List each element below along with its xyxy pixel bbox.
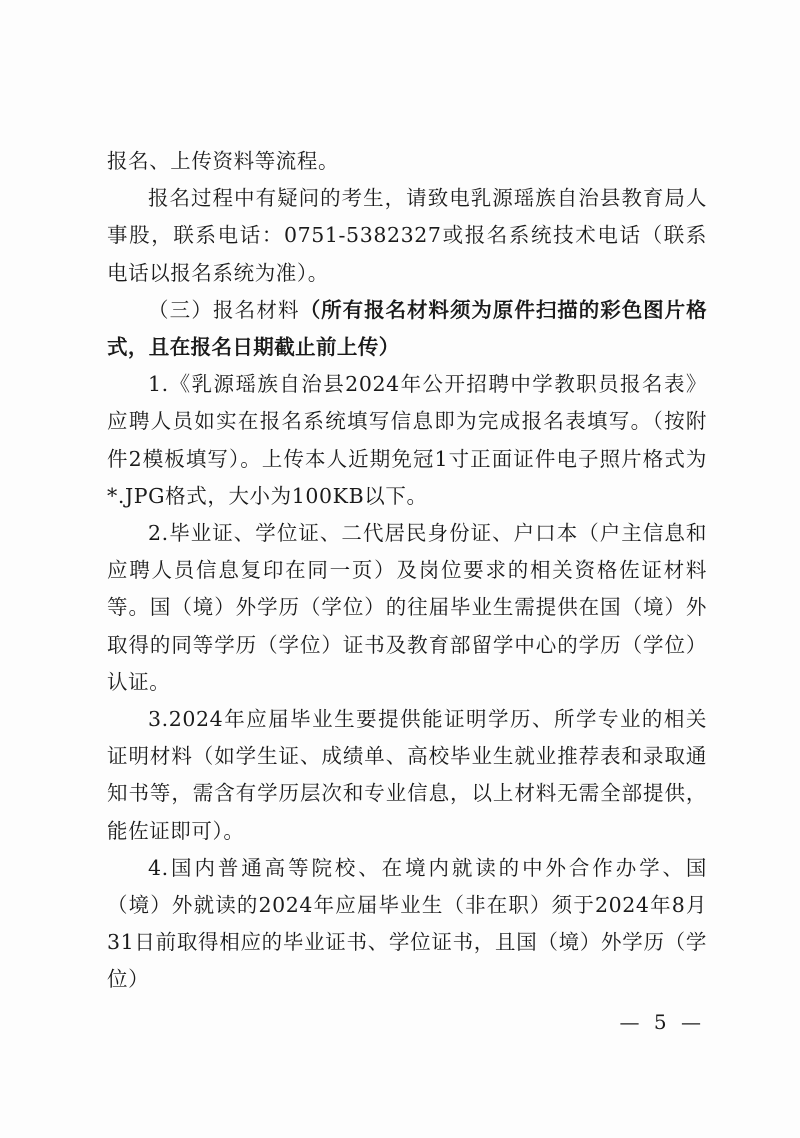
paragraph-materials-heading	[107, 292, 707, 366]
paragraph-item-4: 4.国内普通高等院校、在境内就读的中外合作办学、国（境）外就读的2024年应届毕业生（非在职）须于2024年8月31日前取得相应的毕业证书、学位证书，且国（境）外学历（学位）	[107, 855, 707, 992]
paragraph-item-2: 2.毕业证、学位证、二代居民身份证、户口本（户主信息和应聘人员信息复印在同一页）及岗位要求的相关资格佐证材料等。国（境）外学历（学位）的往届毕业生需提供在国（境）外取得的同等学历（学位）证书及教育部留学中心的学历（学位）认证。	[107, 521, 707, 694]
paragraph-inquiry-contact: 报名过程中有疑问的考生，请致电乳源瑶族自治县教育局人事股，联系电话：0751-5382327或报名系统技术电话（联系电话以报名系统为准）。	[107, 186, 707, 285]
section-label: （三）报名材料	[148, 297, 300, 322]
paragraph-continued: 报名、上传资料等流程。	[107, 149, 340, 173]
paragraph-item-3: 3.2024年应届毕业生要提供能证明学历、所学专业的相关证明材料（如学生证、成绩单、高校毕业生就业推荐表和录取通知书等，需含有学历层次和专业信息，以上材料无需全部提供，能佐证即可）。	[107, 707, 707, 843]
page-number: — 5 —	[619, 1010, 705, 1034]
section-note-bold: （所有报名材料须为原件扫描的彩色图片格式，且在报名日期截止前上传）	[107, 297, 708, 360]
paragraph-item-1: 1.《乳源瑶族自治县2024年公开招聘中学教职员报名表》应聘人员如实在报名系统填写信息即为完成报名表填写。（按附件2模板填写）。上传本人近期免冠1寸正面证件电子照片格式为*.JPG格式，大小为100KB以下。	[107, 372, 707, 508]
document-body	[107, 143, 707, 999]
